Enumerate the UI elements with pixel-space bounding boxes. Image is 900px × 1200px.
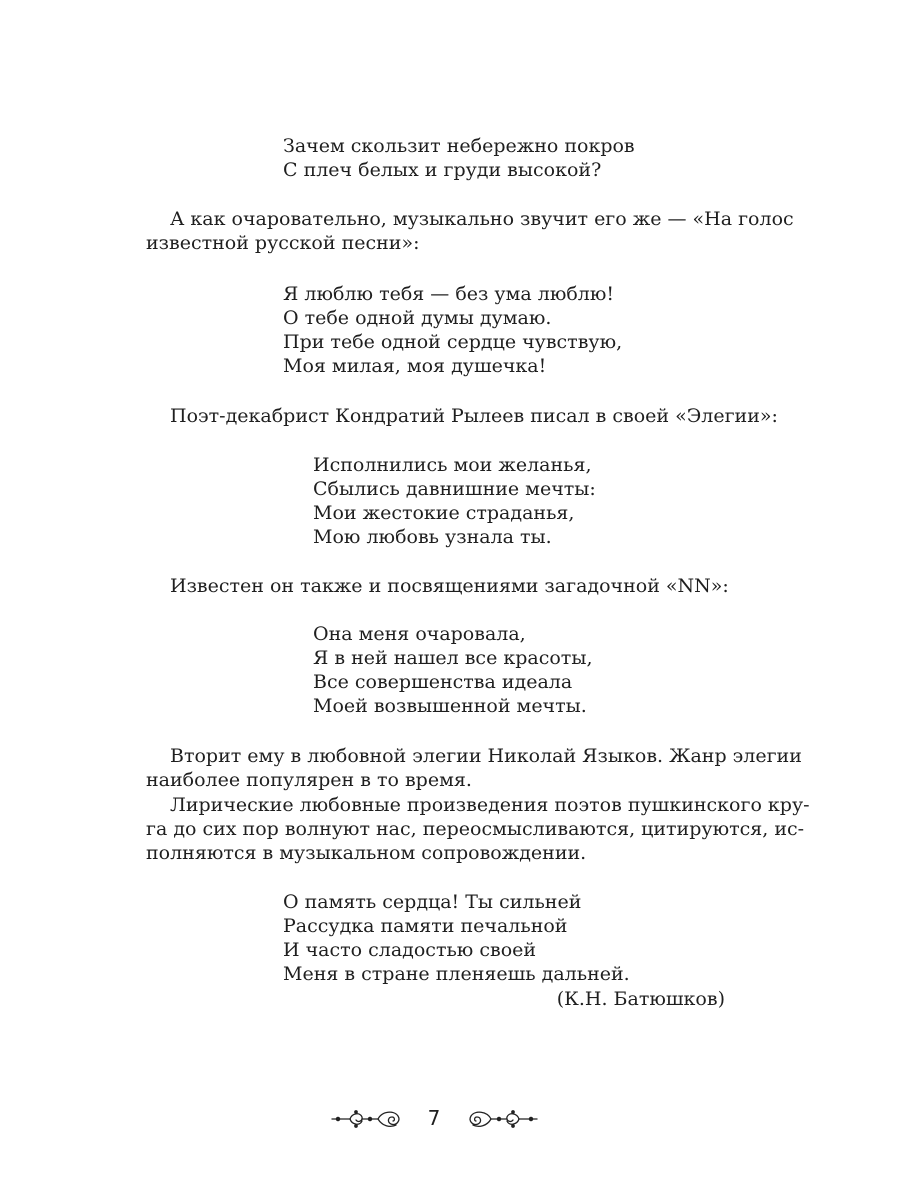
verse1-line-1: Зачем скользит небережно покров	[283, 135, 635, 157]
verse3-line-1: Исполнились мои желанья,	[313, 454, 592, 476]
flourish-right-icon	[463, 1106, 539, 1132]
verse4-line-1: Она меня очаровала,	[313, 623, 526, 645]
para4-line-1: Вторит ему в любовной элегии Николай Языков. Жанр элегии	[170, 745, 802, 767]
verse4-line-3: Все совершенства идеала	[313, 671, 573, 693]
verse3-line-2: Сбылись давнишние мечты:	[313, 478, 596, 500]
verse2-line-2: О тебе одной думы думаю.	[283, 307, 552, 329]
verse5-attribution: (К.Н. Батюшков)	[556, 988, 725, 1010]
para5-line-3: полняются в музыкальном сопровождении.	[146, 842, 587, 864]
para4-line-2: наиболее популярен в то время.	[146, 769, 472, 791]
flourish-left-icon	[330, 1106, 406, 1132]
para5-line-1: Лирические любовные произведения поэтов пушкинского кру-	[170, 794, 810, 816]
page-number: 7	[427, 1106, 441, 1130]
verse4-line-2: Я в ней нашел все красоты,	[313, 647, 593, 669]
verse5-line-2: Рассудка памяти печальной	[283, 915, 568, 937]
verse3-line-4: Мою любовь узнала ты.	[313, 526, 552, 548]
para2-line: Поэт-декабрист Кондратий Рылеев писал в своей «Элегии»:	[170, 405, 778, 427]
para5-line-2: га до сих пор волнуют нас, переосмысливаются, цитируются, ис-	[146, 818, 805, 840]
para1-line-2: известной русской песни»:	[146, 232, 420, 254]
para3-line: Известен он также и посвящениями загадочной «NN»:	[170, 575, 729, 597]
page-footer	[0, 1102, 900, 1136]
verse3-line-3: Мои жестокие страданья,	[313, 502, 575, 524]
verse2-line-1: Я люблю тебя — без ума люблю!	[283, 283, 615, 305]
verse5-line-1: О память сердца! Ты сильней	[283, 891, 582, 913]
para1-line-1: А как очаровательно, музыкально звучит его же — «На голос	[170, 208, 794, 230]
verse4-line-4: Моей возвышенной мечты.	[313, 695, 587, 717]
verse1-line-2: С плеч белых и груди высокой?	[283, 159, 602, 181]
verse2-line-4: Моя милая, моя душечка!	[283, 355, 547, 377]
verse5-line-4: Меня в стране пленяешь дальней.	[283, 963, 630, 985]
verse2-line-3: При тебе одной сердце чувствую,	[283, 331, 623, 353]
verse5-line-3: И часто сладостью своей	[283, 939, 537, 961]
